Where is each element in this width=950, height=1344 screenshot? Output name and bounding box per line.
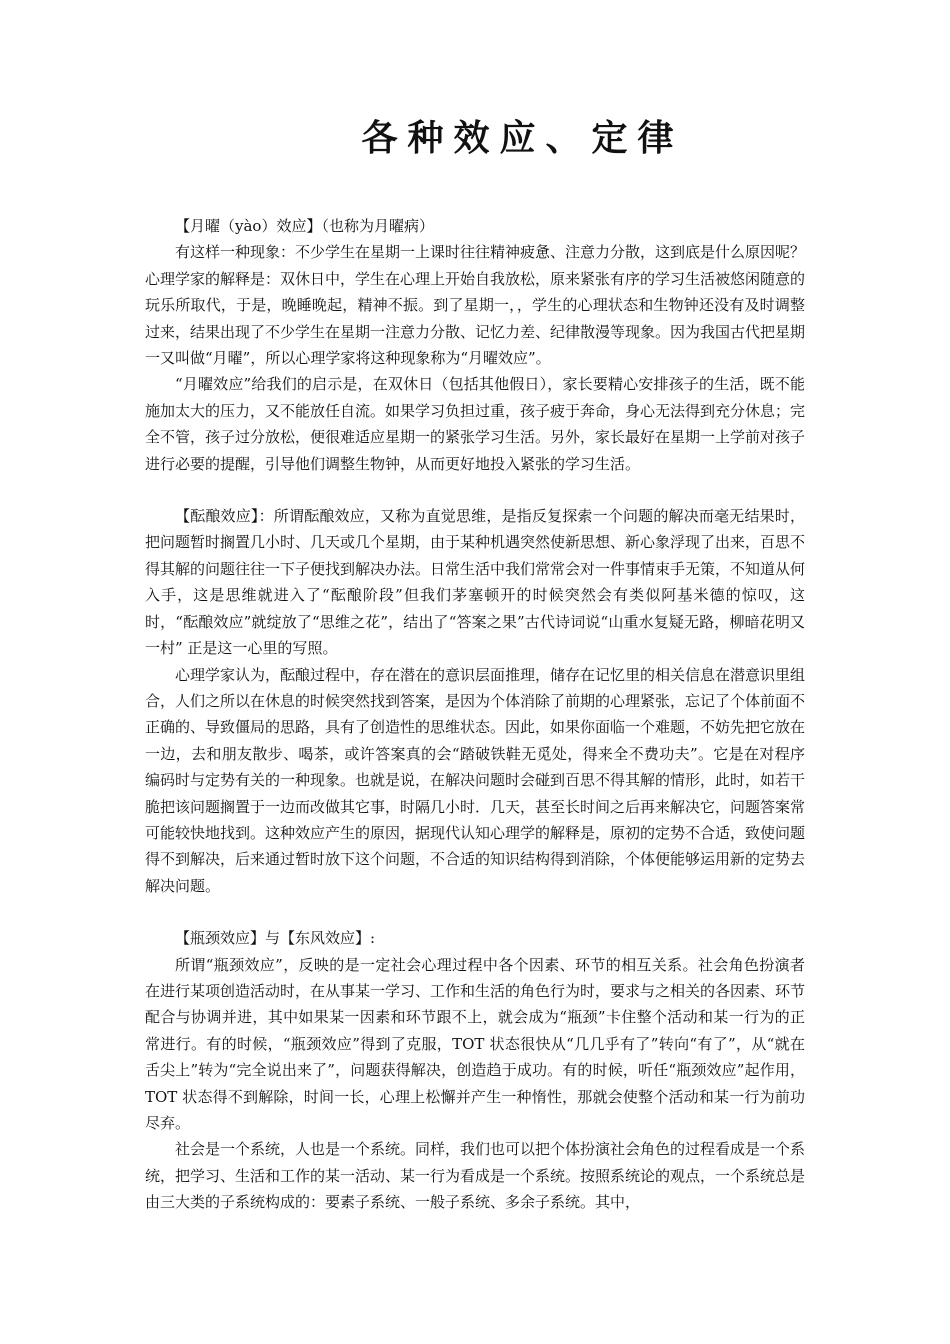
paragraph: 所谓“瓶颈效应”，反映的是一定社会心理过程中各个因素、环节的相互关系。社会角色扮演者在进行某项创造活动时，在从事某一学习、工作和生活的角色行为时，要求与之相关的各因素、环节配合与协调并进，其中如果某一因素和环节跟不上，就会成为“瓶颈”卡住整个活动和某一行为的正常进行。有的时候，“瓶颈效应”得到了克服，TOT 状态很快从“几几乎有了”转向“有了”，从“就在舌尖上”转为“完全说出来了”，问题获得解决，创造趋于成功。有的时候，听任“瓶颈效应”起作用，TOT 状态得不到解除，时间一长，心理上松懈并产生一种惰性，那就会使整个活动和某一行为前功尽弃。 xyxy=(145,955,806,1132)
section-spacer xyxy=(145,477,805,503)
section-heading-pingjing: 【瓶颈效应】与【东风效应】: xyxy=(175,929,376,948)
section-heading-yueyao: 【月曜（yào）效应】（也称为月曜病） xyxy=(175,217,434,235)
paragraph: 社会是一个系统，人也是一个系统。同样，我们也可以把个体扮演社会角色的过程看成是一个系统，把学习、生活和工作的某一活动、某一行为看成是一个系统。按照系统论的观点，一个系统总是由三大类的子系统构成的：要素子系统、一般子系统、多余子系统。其中， xyxy=(145,1140,806,1212)
paragraph: 有这样一种现象：不少学生在星期一上课时往往精神疲惫、注意力分散，这到底是什么原因呢？心理学家的解释是：双休日中，学生在心理上开始自我放松，原来紧张有序的学习生活被悠闲随意的玩乐所取代，于是，晚睡晚起，精神不振。到了星期一，，学生的心理状态和生物钟还没有及时调整过来，结果出现了不少学生在星期一注意力分散、记忆力差、纪律散漫等现象。因为我国古代把星期一又叫做“月曜”，所以心理学家将这种现象称为“月曜效应”。 xyxy=(145,243,806,368)
document-body xyxy=(145,213,805,1216)
document-title: 各种效应、定律 xyxy=(361,117,684,159)
paragraph: “月曜效应”给我们的启示是，在双休日（包括其他假日），家长要精心安排孩子的生活，既不能施加太大的压力，又不能放任自流。如果学习负担过重，孩子疲于奔命，身心无法得到充分休息；完全不管，孩子过分放松，便很难适应星期一的紧张学习生活。另外，家长最好在星期一上学前对孩子进行必要的提醒，引导他们调整生物钟，从而更好地投入紧张的学习生活。 xyxy=(145,375,806,473)
paragraph: 【酝酿效应】：所谓酝酿效应，又称为直觉思维，是指反复探索一个问题的解决而毫无结果时，把问题暂时搁置几小时、几天或几个星期，由于某种机遇突然使新思想、新心象浮现了出来，百思不得其解的问题往往一下子便找到解决办法。日常生活中我们常常会对一件事情束手无策，不知道从何入手，这是思维就进入了“酝酿阶段”但我们茅塞顿开的时候突然会有类似阿基米德的惊叹，这时，“酝酿效应”就绽放了“思维之花”，结出了“答案之果”古代诗词说“山重水复疑无路，柳暗花明又一村” 正是这一心里的写照。 xyxy=(145,507,806,658)
section-spacer xyxy=(145,899,805,925)
paragraph: 心理学家认为，酝酿过程中，存在潜在的意识层面推理，储存在记忆里的相关信息在潜意识里组合，人们之所以在休息的时候突然找到答案，是因为个体消除了前期的心理紧张，忘记了个体前面不正确的、导致僵局的思路，具有了创造性的思维状态。因此，如果你面临一个难题，不妨先把它放在一边，去和朋友散步、喝茶，或许答案真的会“踏破铁鞋无觅处，得来全不费功夫”。它是在对程序编码时与定势有关的一种现象。也就是说，在解决问题时会碰到百思不得其解的情形，此时，如若干脆把该问题搁置于一边而改做其它事，时隔几小时．几天，甚至长时间之后再来解决它，问题答案常可能较快地找到。这种效应产生的原因，据现代认知心理学的解释是，原初的定势不合适，致使问题得不到解决，后来通过暂时放下这个问题，不合适的知识结构得到消除，个体便能够运用新的定势去解决问题。 xyxy=(145,665,806,895)
